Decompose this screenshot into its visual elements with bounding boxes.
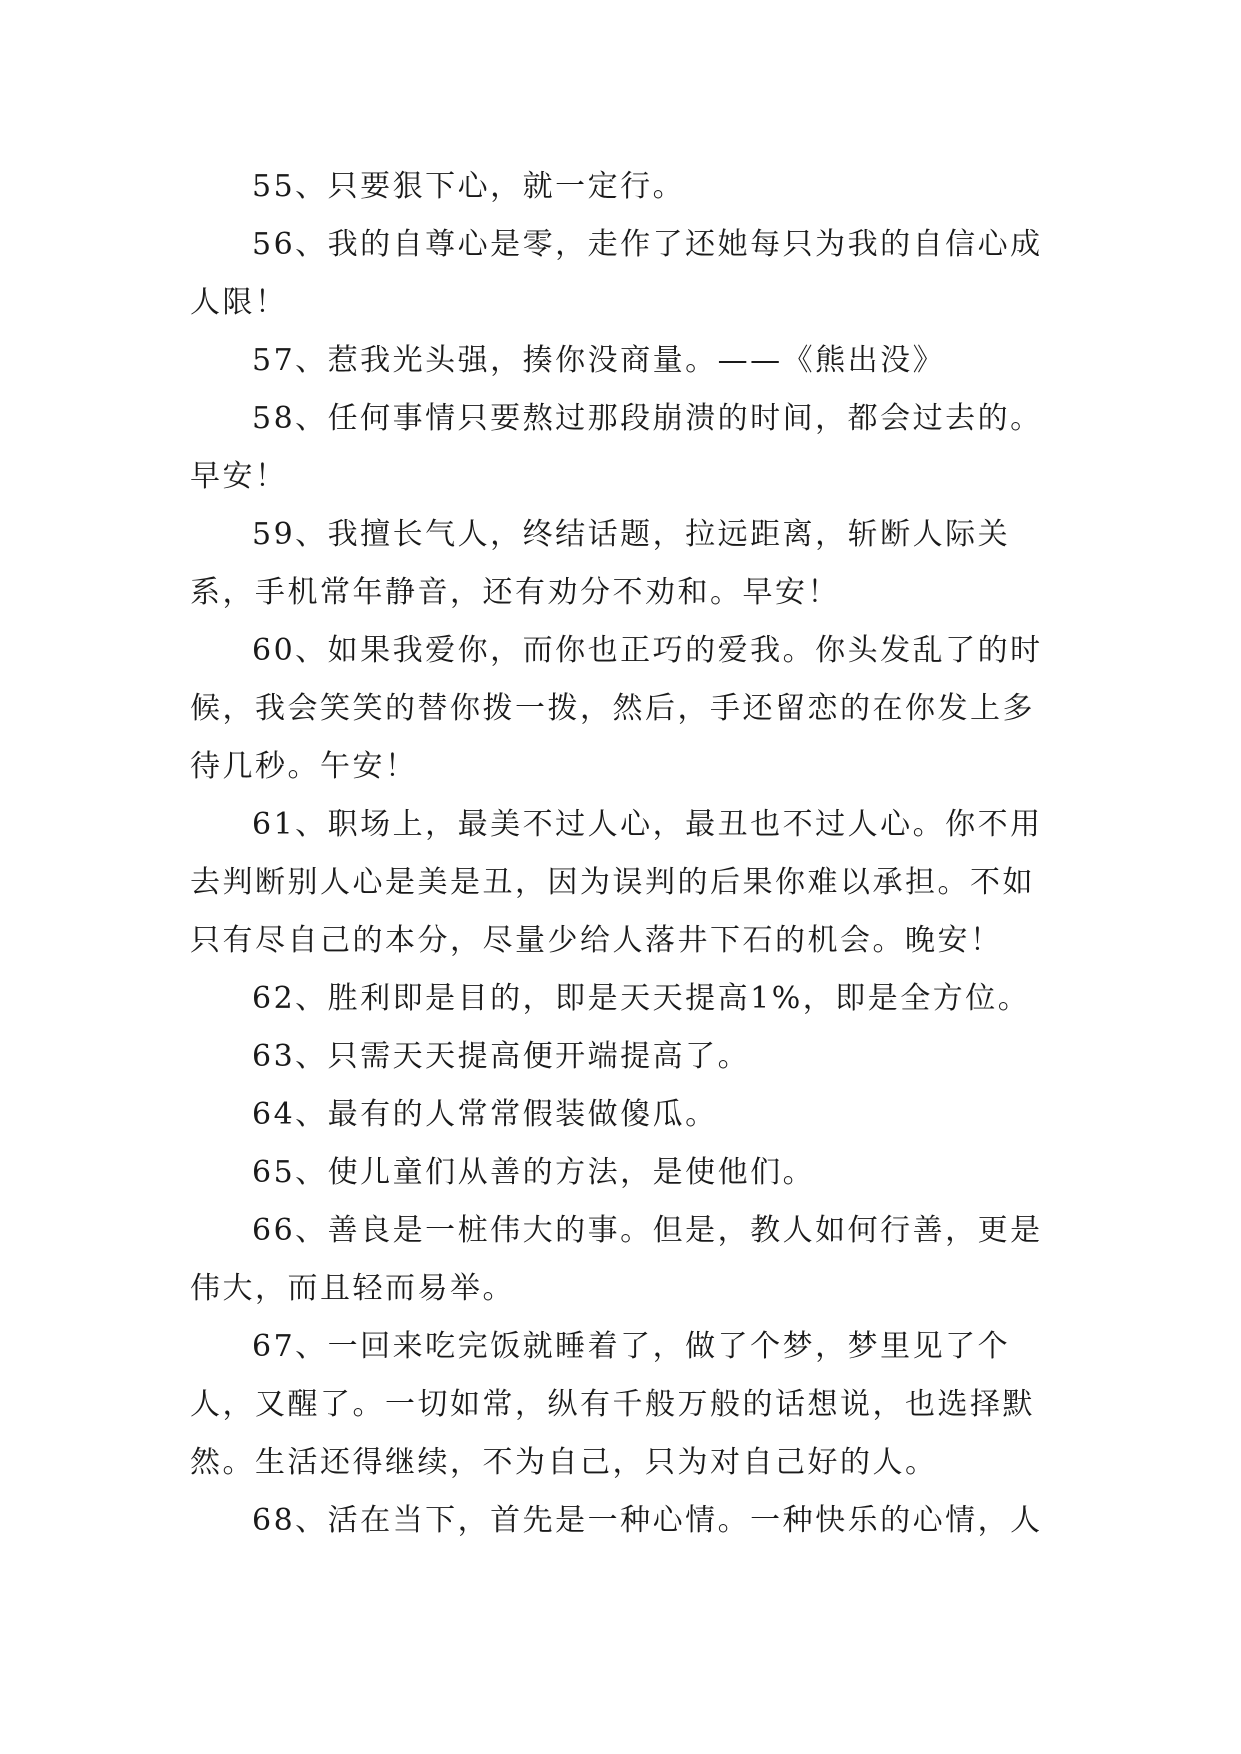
document-page (190, 158, 1060, 1550)
paragraph-61: 61、职场上，最美不过人心，最丑也不过人心。你不用去判断别人心是美是丑，因为误判的后果你难以承担。不如只有尽自己的本分，尽量少给人落井下石的机会。晚安！ (190, 807, 1043, 958)
paragraph-67: 67、一回来吃完饭就睡着了，做了个梦，梦里见了个人，又醒了。一切如常，纵有千般万般的话想说，也选择默然。生活还得继续，不为自己，只为对自己好的人。 (190, 1329, 1035, 1480)
paragraph-62: 62、胜利即是目的，即是天天提高1%，即是全方位。 (252, 981, 1031, 1016)
paragraph-59: 59、我擅长气人，终结话题，拉远距离，斩断人际关系，手机常年静音，还有劝分不劝和。早安！ (190, 517, 1011, 610)
paragraph-66: 66、善良是一桩伟大的事。但是，教人如何行善，更是伟大，而且轻而易举。 (190, 1213, 1043, 1306)
paragraph-58: 58、任何事情只要熬过那段崩溃的时间，都会过去的。早安！ (190, 401, 1043, 494)
paragraph-60: 60、如果我爱你，而你也正巧的爱我。你头发乱了的时候，我会笑笑的替你拨一拨，然后，手还留恋的在你发上多待几秒。午安！ (190, 633, 1043, 784)
paragraph-56: 56、我的自尊心是零，走作了还她每只为我的自信心成人限！ (190, 227, 1043, 320)
paragraph-55: 55、只要狠下心，就一定行。 (252, 169, 686, 204)
paragraph-64: 64、最有的人常常假装做傻瓜。 (252, 1097, 718, 1132)
paragraph-57: 57、惹我光头强，揍你没商量。——《熊出没》 (252, 343, 946, 378)
paragraph-65: 65、使儿童们从善的方法，是使他们。 (252, 1155, 816, 1190)
paragraph-68: 68、活在当下，首先是一种心情。一种快乐的心情，人 (252, 1503, 1043, 1538)
paragraph-63: 63、只需天天提高便开端提高了。 (252, 1039, 751, 1074)
